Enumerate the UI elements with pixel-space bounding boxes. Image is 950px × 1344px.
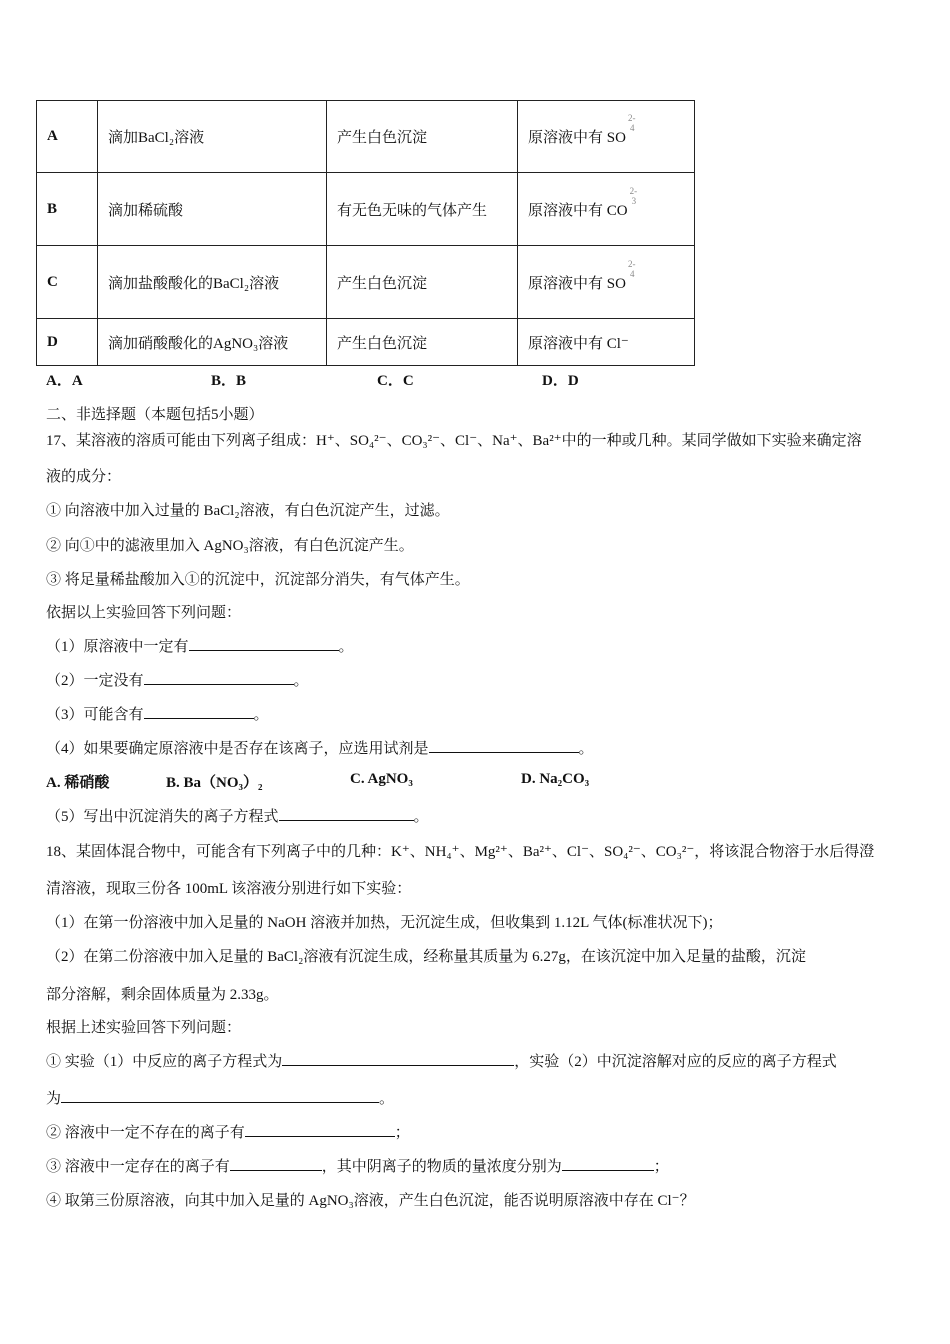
conclusion-text: 原溶液中有 SO bbox=[528, 130, 626, 146]
conclusion-cell bbox=[518, 173, 695, 246]
phenomenon-cell: 有无色无味的气体产生 bbox=[327, 173, 518, 246]
q18-experiment-2-line2: 部分溶解，剩余固体质量为 2.33g。 bbox=[46, 987, 279, 1003]
q17-reagent-choices bbox=[0, 771, 950, 791]
q18-experiment-1: （1）在第一份溶液中加入足量的 NaOH 溶液并加热，无沉淀生成，但收集到 1.12L 气体(标准状况下)； bbox=[46, 915, 723, 931]
q18-question-1-line2: 为 。 bbox=[46, 1087, 394, 1108]
q18-question-4: ④ 取第三份原溶液，向其中加入足量的 AgNO₃溶液，产生白色沉淀，能否说明原溶液中存在 Cl⁻？ bbox=[46, 1193, 695, 1209]
q17-question-2: （2）一定没有 。 bbox=[46, 669, 309, 690]
q18-stem-line2: 清溶液，现取三份各 100mL 该溶液分别进行如下实验： bbox=[46, 881, 412, 897]
q17-prompt: 依据以上实验回答下列问题： bbox=[46, 605, 242, 621]
conclusion-text: 原溶液中有 SO bbox=[528, 275, 626, 292]
q17-stem-line1: 17、某溶液的溶质可能由下列离子组成：H⁺、SO₄²⁻、CO₃²⁻、Cl⁻、Na⁺、Ba²⁺中的一种或几种。某同学做如下实验来确定溶 bbox=[46, 433, 862, 449]
answer-blank[interactable] bbox=[245, 1122, 395, 1137]
q17-question-1: （1）原溶液中一定有 。 bbox=[46, 635, 354, 656]
answer-blank[interactable] bbox=[230, 1156, 322, 1171]
answer-blank[interactable] bbox=[189, 636, 339, 651]
ion-label: 2- 3 bbox=[629, 185, 638, 206]
q16-choices bbox=[0, 369, 950, 389]
answer-blank[interactable] bbox=[282, 1051, 514, 1066]
q18-question-3: ③ 溶液中一定存在的离子有 ，其中阴离子的物质的量浓度分别为 ； bbox=[46, 1155, 669, 1176]
q16-options-table bbox=[36, 100, 695, 366]
conclusion-cell bbox=[518, 319, 695, 366]
row-label: D bbox=[37, 319, 98, 366]
q17-question-4: （4）如果要确定原溶液中是否存在该离子，应选用试剂是 。 bbox=[46, 737, 594, 758]
q18-experiment-2-line1: （2）在第二份溶液中加入足量的 BaCl₂溶液有沉淀生成，经称量其质量为 6.27g，在该沉淀中加入足量的盐酸，沉淀 bbox=[46, 949, 806, 965]
conclusion-text: 原溶液中有 Cl⁻ bbox=[528, 335, 629, 352]
operation-cell: 滴加硝酸酸化的AgNO₃溶液 bbox=[98, 319, 327, 366]
choice-d[interactable]: D．D bbox=[542, 373, 579, 389]
answer-blank[interactable] bbox=[562, 1156, 654, 1171]
q18-question-2: ② 溶液中一定不存在的离子有 ； bbox=[46, 1121, 410, 1142]
row-label: C bbox=[37, 246, 98, 319]
operation-cell: 滴加BaCl₂溶液 bbox=[98, 101, 327, 173]
answer-blank[interactable] bbox=[144, 670, 294, 685]
q18-stem-line1: 18、某固体混合物中，可能含有下列离子中的几种：K⁺、NH₄⁺、Mg²⁺、Ba²⁺、Cl⁻、SO₄²⁻、CO₃²⁻，将该混合物溶于水后得澄 bbox=[46, 844, 875, 860]
choice-d[interactable]: D. Na₂CO₃ bbox=[521, 771, 590, 787]
table-row bbox=[37, 101, 695, 173]
section-heading: 二、非选择题（本题包括5小题） bbox=[46, 407, 264, 423]
choice-a[interactable]: A. 稀硝酸 bbox=[46, 775, 110, 791]
ion-label: 2- 4 bbox=[627, 113, 636, 133]
table-row bbox=[37, 319, 695, 366]
q17-stem-line2: 液的成分： bbox=[46, 469, 122, 485]
table-row bbox=[37, 173, 695, 246]
choice-b[interactable]: B. Ba（NO₃）₂ bbox=[166, 775, 263, 791]
q17-question-3: （3）可能含有 。 bbox=[46, 703, 269, 724]
table-row bbox=[37, 246, 695, 319]
conclusion-cell bbox=[518, 246, 695, 319]
row-label: A bbox=[37, 101, 98, 173]
q18-question-1-line1: ① 实验（1）中反应的离子方程式为 ，实验（2）中沉淀溶解对应的反应的离子方程式 bbox=[46, 1050, 837, 1071]
answer-blank[interactable] bbox=[279, 806, 414, 821]
q17-step-3: ③ 将足量稀盐酸加入①的沉淀中，沉淀部分消失，有气体产生。 bbox=[46, 572, 470, 588]
answer-blank[interactable] bbox=[144, 704, 254, 719]
choice-b[interactable]: B．B bbox=[211, 373, 247, 389]
choice-c[interactable]: C．C bbox=[377, 373, 414, 389]
conclusion-cell bbox=[518, 101, 695, 173]
operation-cell: 滴加盐酸酸化的BaCl₂溶液 bbox=[98, 246, 327, 319]
q17-step-1: ① 向溶液中加入过量的 BaCl₂溶液，有白色沉淀产生，过滤。 bbox=[46, 503, 450, 519]
q17-question-5: （5）写出中沉淀消失的离子方程式 。 bbox=[46, 805, 429, 826]
q18-prompt: 根据上述实验回答下列问题： bbox=[46, 1020, 242, 1036]
phenomenon-cell: 产生白色沉淀 bbox=[327, 246, 518, 319]
q17-step-2: ② 向①中的滤液里加入 AgNO₃溶液，有白色沉淀产生。 bbox=[46, 538, 414, 554]
choice-a[interactable]: A．A bbox=[46, 373, 83, 389]
answer-blank[interactable] bbox=[61, 1088, 379, 1103]
phenomenon-cell: 产生白色沉淀 bbox=[327, 101, 518, 173]
conclusion-text: 原溶液中有 CO bbox=[528, 202, 628, 219]
operation-cell: 滴加稀硫酸 bbox=[98, 173, 327, 246]
ion-label: 2- 4 bbox=[627, 258, 636, 279]
answer-blank[interactable] bbox=[429, 738, 579, 753]
row-label: B bbox=[37, 173, 98, 246]
choice-c[interactable]: C. AgNO₃ bbox=[350, 771, 413, 787]
phenomenon-cell: 产生白色沉淀 bbox=[327, 319, 518, 366]
